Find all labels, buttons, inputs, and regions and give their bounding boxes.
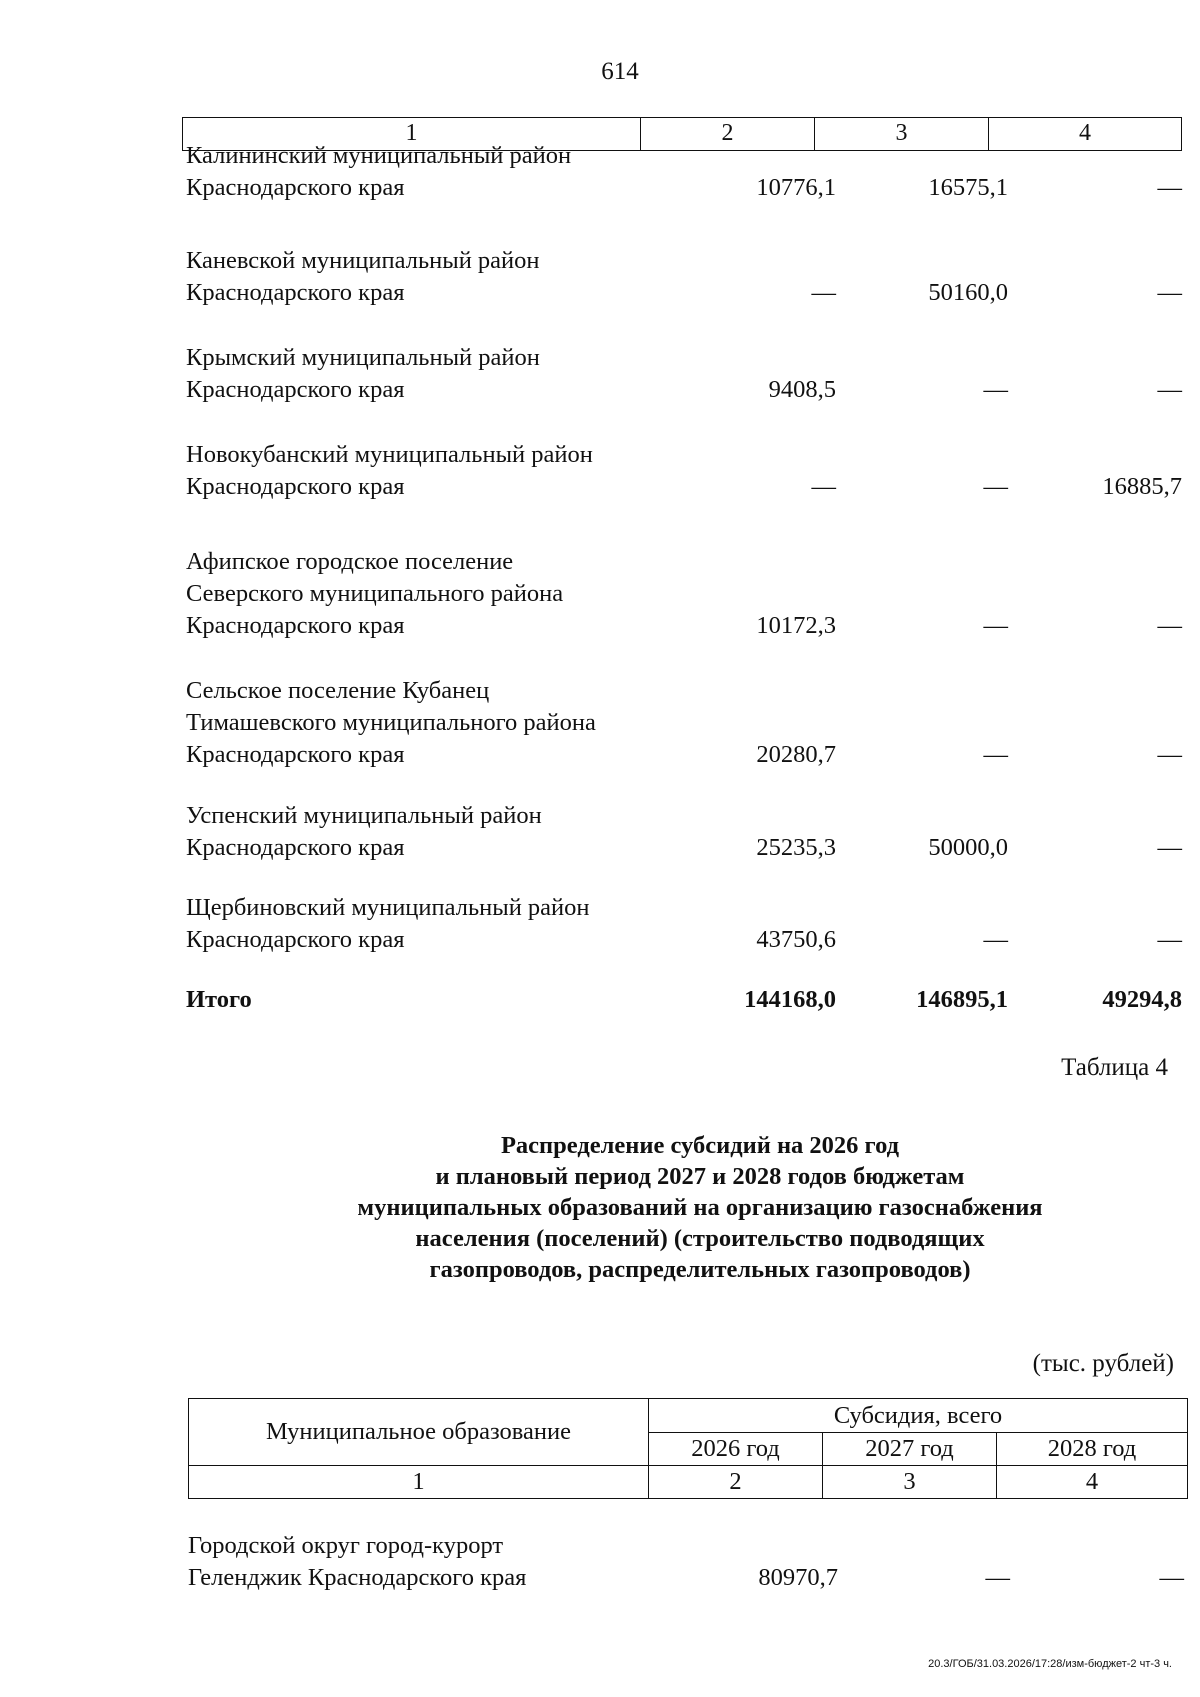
- row-value-2028: —: [1159, 1564, 1184, 1591]
- header-col-3: 3: [815, 118, 989, 150]
- row-value-2027: —: [983, 376, 1008, 403]
- column-subsidy-total: Субсидия, всего: [649, 1399, 1187, 1433]
- column-number-2: 2: [649, 1466, 823, 1498]
- column-number-4: 4: [1085, 1468, 1099, 1495]
- header-col-4: 4: [1079, 120, 1091, 146]
- row-value-2026: 80970,7: [758, 1564, 838, 1591]
- row-value-2027: 50160,0: [928, 279, 1008, 306]
- row-value-2028: —: [1157, 279, 1182, 306]
- column-year-2028: 2028 год: [1047, 1435, 1137, 1462]
- row-name: Калининский муниципальный район Краснодарского края: [186, 142, 572, 201]
- row-name: Успенский муниципальный район Краснодарского края: [186, 802, 542, 861]
- column-year-2026: 2026 год: [649, 1433, 823, 1465]
- row-value-2026: 20280,7: [756, 741, 836, 768]
- table-row: [186, 546, 1186, 642]
- row-value-2026: 43750,6: [756, 926, 836, 953]
- row-value-2027: —: [985, 1564, 1010, 1591]
- row-name: Каневской муниципальный район Краснодарского края: [186, 247, 540, 306]
- row-value-2026: 9408,5: [768, 376, 836, 403]
- row-value-2026: —: [811, 279, 836, 306]
- header-col-1: 1: [183, 118, 641, 150]
- title-line: газопроводов, распределительных газопроводов): [429, 1256, 971, 1283]
- row-name: Афипское городское поселение Северского муниципального района Краснодарского края: [186, 548, 564, 639]
- row-name: Щербиновский муниципальный район Краснодарского края: [186, 894, 590, 953]
- footer-document-code: 20.3/ГОБ/31.03.2026/17:28/изм-бюджет-2 чт-3 ч.: [928, 1658, 1172, 1670]
- column-number-3: 3: [823, 1466, 997, 1498]
- row-value-2026: 10172,3: [756, 612, 836, 639]
- table-title: [200, 1130, 1200, 1285]
- row-value-2028: —: [1157, 834, 1182, 861]
- row-value-2026: —: [811, 473, 836, 500]
- table-row: [186, 800, 1186, 864]
- total-value-2027: 146895,1: [916, 986, 1008, 1013]
- header-col-2: 2: [641, 118, 815, 150]
- table-row: [186, 892, 1186, 956]
- row-value-2028: 16885,7: [1102, 473, 1182, 500]
- title-line: и плановый период 2027 и 2028 годов бюджетам: [435, 1163, 965, 1190]
- row-name: Сельское поселение Кубанец Тимашевского муниципального района Краснодарского края: [186, 677, 596, 768]
- units-label: (тыс. рублей): [1032, 1350, 1174, 1377]
- row-value-2027: —: [983, 741, 1008, 768]
- row-value-2027: —: [983, 926, 1008, 953]
- title-line: муниципальных образований на организацию газоснабжения: [357, 1194, 1043, 1221]
- row-value-2028: —: [1157, 741, 1182, 768]
- table-row: [186, 342, 1186, 406]
- row-name: Новокубанский муниципальный район Краснодарского края: [186, 441, 593, 500]
- subsidy-table-header: [188, 1398, 1188, 1499]
- title-line: Распределение субсидий на 2026 год: [500, 1132, 900, 1159]
- table-row: [186, 439, 1186, 503]
- row-value-2028: —: [1157, 612, 1182, 639]
- total-value-2026: 144168,0: [744, 986, 836, 1013]
- table-row: [186, 140, 1186, 204]
- row-value-2027: 16575,1: [928, 174, 1008, 201]
- row-value-2027: —: [983, 473, 1008, 500]
- column-number-1: 1: [189, 1466, 649, 1498]
- column-municipality: Муниципальное образование: [189, 1399, 649, 1465]
- row-value-2026: 25235,3: [756, 834, 836, 861]
- table-caption: Таблица 4: [1061, 1054, 1168, 1081]
- total-row: [186, 984, 1186, 1016]
- table-row: [186, 675, 1186, 771]
- row-value-2027: 50000,0: [928, 834, 1008, 861]
- page-number: 614: [601, 58, 639, 85]
- row-value-2028: —: [1157, 926, 1182, 953]
- total-label: Итого: [186, 986, 252, 1013]
- row-value-2027: —: [983, 612, 1008, 639]
- title-line: населения (поселений) (строительство подводящих: [415, 1225, 985, 1252]
- row-value-2026: 10776,1: [756, 174, 836, 201]
- column-year-2027: 2027 год: [823, 1433, 997, 1465]
- row-name: Крымский муниципальный район Краснодарского края: [186, 344, 540, 403]
- table-row: [186, 245, 1186, 309]
- row-value-2028: —: [1157, 376, 1182, 403]
- row-value-2028: —: [1157, 174, 1182, 201]
- row-name: Городской округ город-курорт Геленджик Краснодарского края: [188, 1532, 527, 1591]
- total-value-2028: 49294,8: [1102, 986, 1182, 1013]
- table-row: [188, 1530, 1188, 1594]
